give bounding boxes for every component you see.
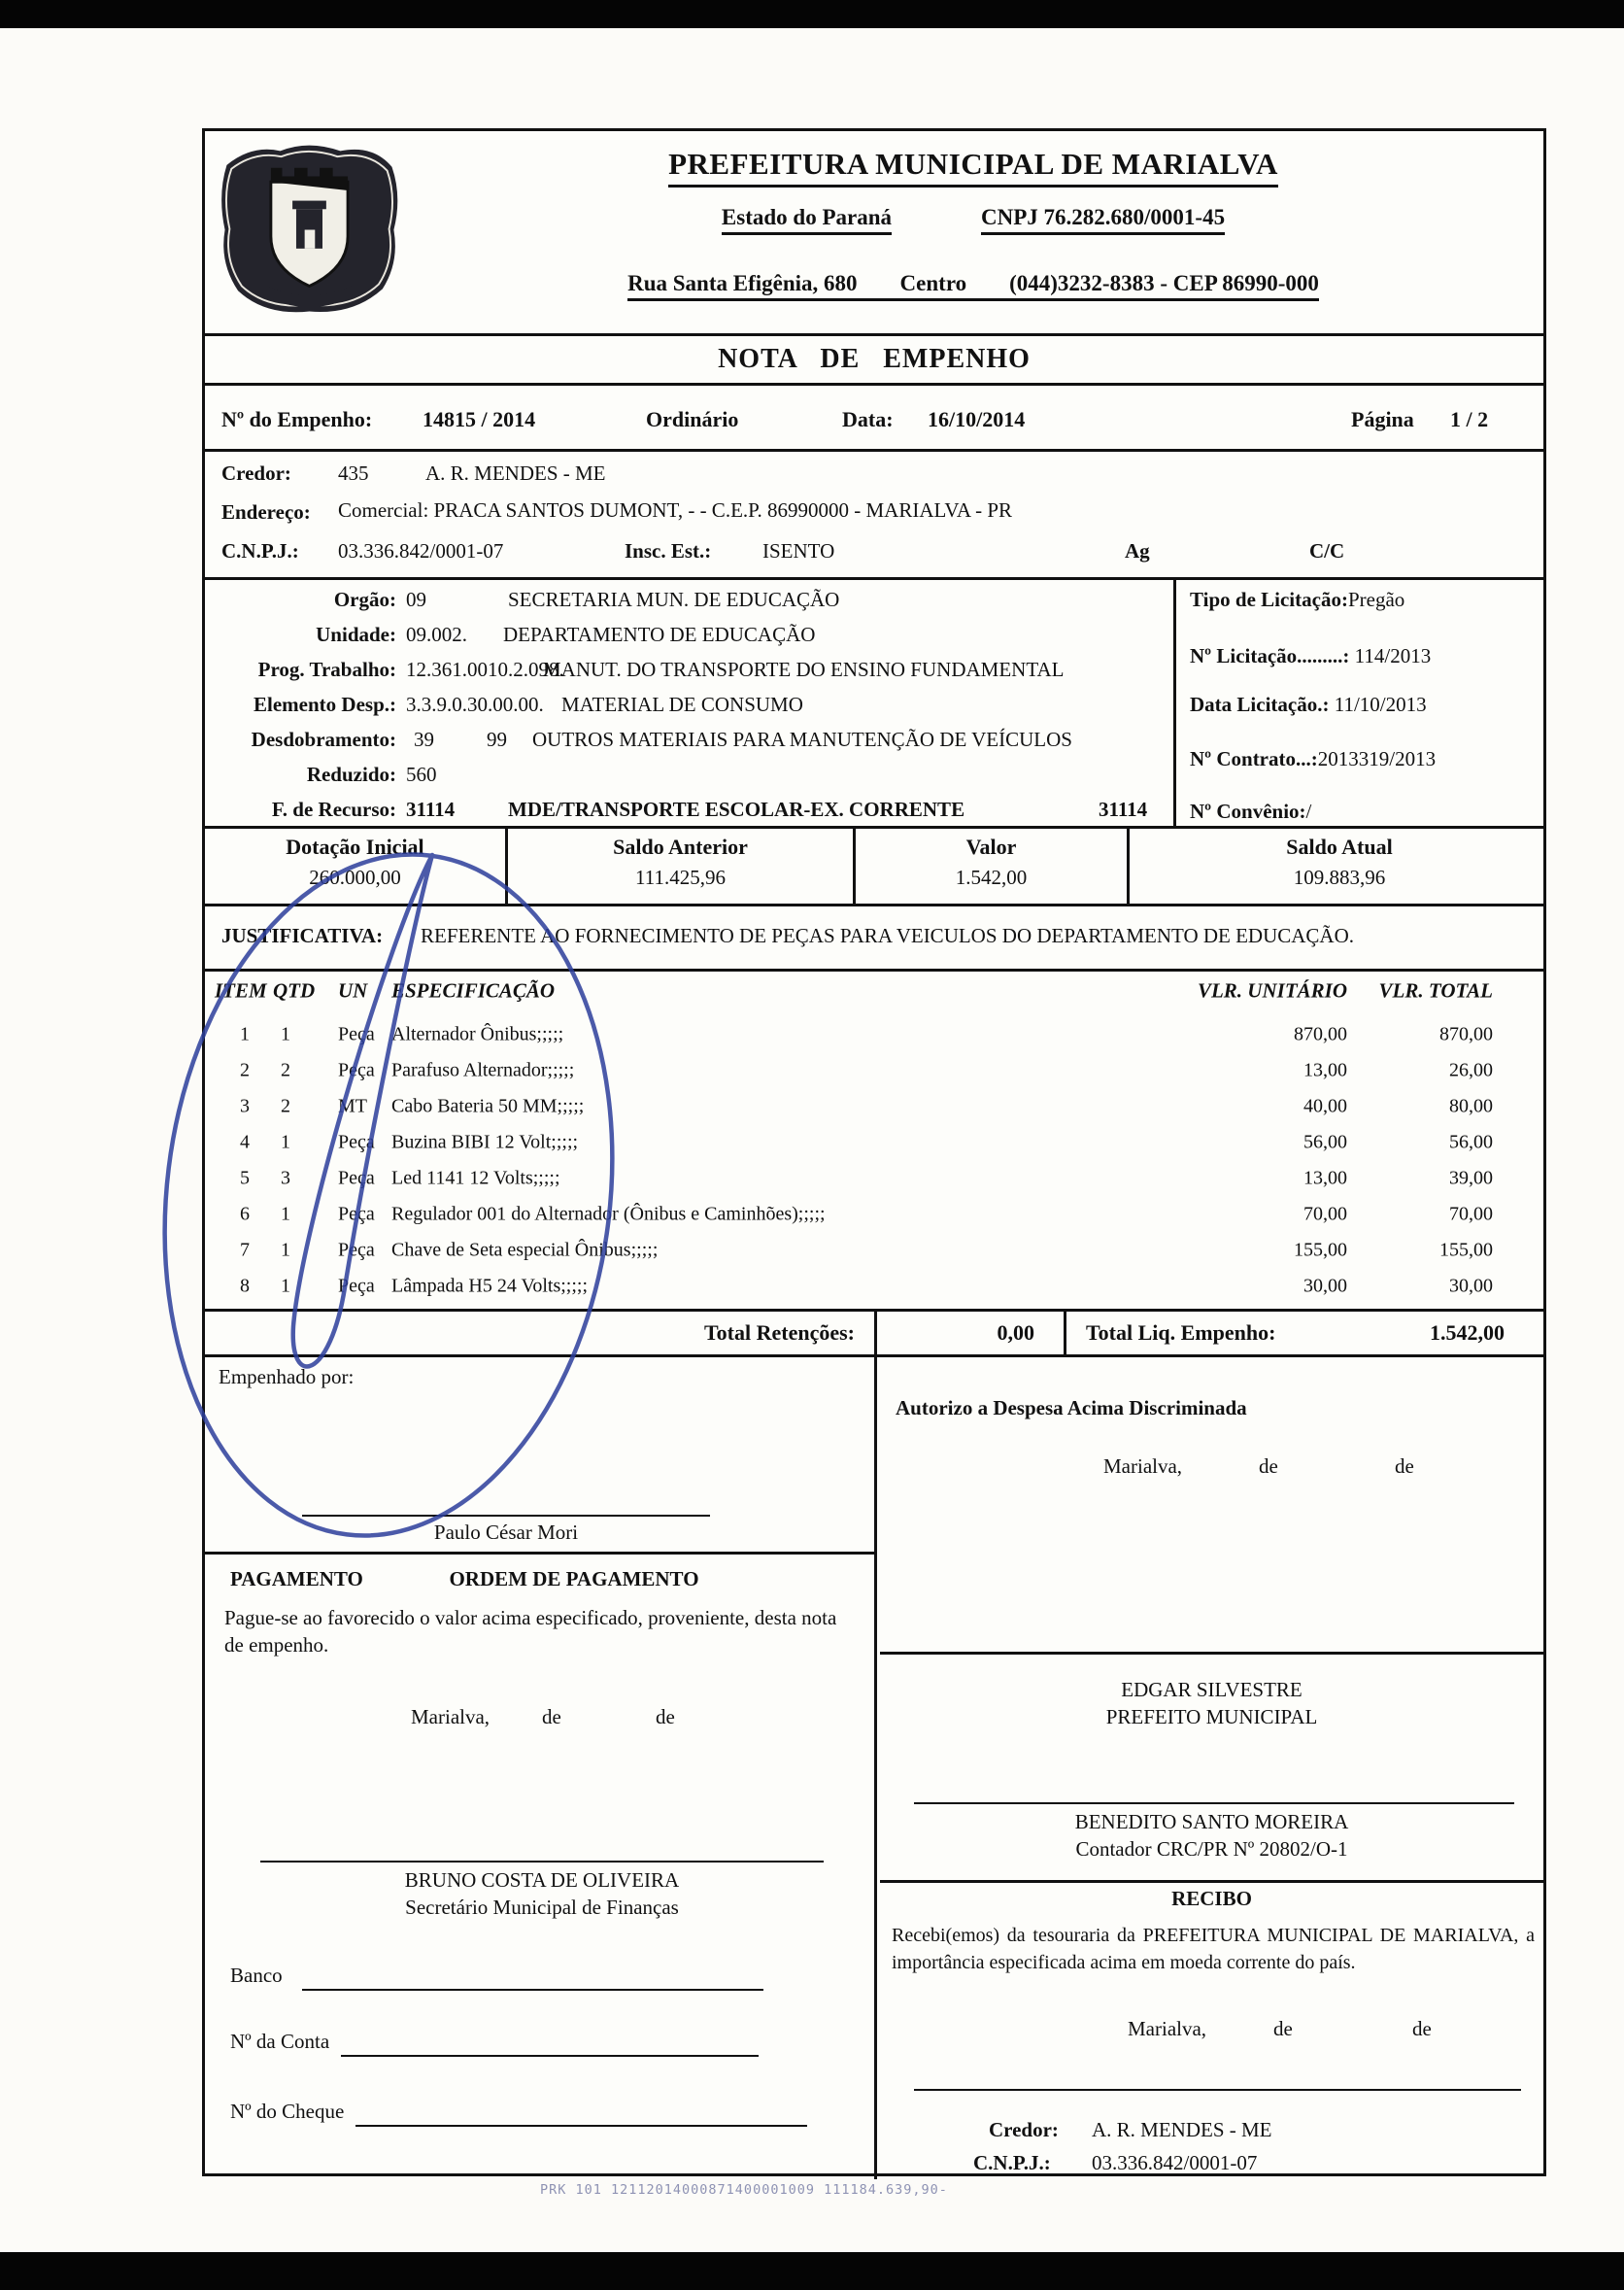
funding-source-row: [205, 798, 1173, 831]
scan-edge-top: [0, 0, 1624, 28]
page-title: PREFEITURA MUNICIPAL DE MARIALVA: [668, 147, 1278, 188]
item-unit-price: 13,00: [1303, 1059, 1347, 1080]
contract-number-row: [1190, 747, 1436, 771]
breakdown-label: Desdobramento:: [251, 728, 396, 751]
header-address-row: [411, 271, 1536, 301]
bidding-date-row: [1190, 693, 1427, 717]
net-total-cell: [1066, 1312, 1549, 1354]
item-total: 56,00: [1449, 1131, 1493, 1152]
breakdown-code-2: 99: [487, 728, 507, 751]
table-row: [205, 1016, 1543, 1052]
bidding-panel: [1173, 580, 1549, 826]
current-balance-cell: [1130, 829, 1549, 904]
retentions-label-cell: [205, 1312, 877, 1354]
item-description: Regulador 001 do Alternador (Ônibus e Caminhões);;;;;: [391, 1203, 826, 1224]
item-unit-name: MT: [338, 1095, 367, 1116]
signature-line: [260, 1861, 824, 1863]
receipt-box: [880, 1883, 1543, 2179]
agreement-number-label: Nº Convênio:: [1190, 800, 1306, 823]
item-description: Lâmpada H5 24 Volts;;;;;: [391, 1275, 589, 1296]
items-header-row: [205, 972, 1543, 1010]
mayor-title: PREFEITO MUNICIPAL: [1105, 1705, 1318, 1728]
payment-label: PAGAMENTO: [230, 1567, 363, 1590]
item-number: 3: [240, 1095, 250, 1116]
left-column: [205, 1357, 877, 2179]
item-unit-price: 13,00: [1303, 1167, 1347, 1188]
funding-source-code-2: 31114: [1099, 798, 1148, 821]
reduced-code: 560: [406, 763, 437, 786]
receipt-cnpj-label: C.N.P.J.:: [973, 2151, 1051, 2174]
creditor-name: A. R. MENDES - ME: [425, 461, 606, 485]
table-row: [205, 1124, 1543, 1160]
breakdown-name: OUTROS MATERIAIS PARA MANUTENÇÃO DE VEÍCULOS: [532, 728, 1072, 751]
bank-fill-line: [302, 1989, 763, 1991]
address-phone-cep: (044)3232-8383 - CEP 86990-000: [1009, 271, 1319, 295]
creditor-address: Comercial: PRACA SANTOS DUMONT, - - C.E.P. 86990000 - MARIALVA - PR: [338, 498, 1013, 522]
work-program-name: MANUT. DO TRANSPORTE DO ENSINO FUNDAMENTAL: [543, 658, 1065, 681]
justification-row: [205, 906, 1543, 969]
city-date-line: Marialva,: [1128, 2017, 1207, 2040]
bank-label: Banco: [230, 1964, 283, 1987]
item-unit-price: 70,00: [1303, 1203, 1347, 1224]
work-program-row: [205, 658, 1173, 691]
item-total: 870,00: [1439, 1023, 1493, 1044]
budget-unit-row: [205, 623, 1173, 656]
empenho-info-row: [205, 386, 1543, 452]
breakdown-code-1: 39: [414, 728, 434, 751]
retentions-value-cell: [877, 1312, 1066, 1354]
initial-allocation-cell: [205, 829, 508, 904]
form-header: [205, 131, 1543, 333]
item-qty: 1: [281, 1131, 290, 1152]
agency-label: Ag: [1125, 539, 1150, 563]
col-item: ITEM: [215, 978, 267, 1003]
item-unit-price: 30,00: [1303, 1275, 1347, 1296]
cheque-fill-line: [355, 2125, 807, 2127]
finance-secretary-title: Secretário Municipal de Finanças: [405, 1896, 679, 1919]
date-of-word: de: [1412, 2017, 1432, 2040]
net-total-value: 1.542,00: [1430, 1320, 1505, 1345]
empenho-number: 14815 / 2014: [423, 407, 536, 431]
signature-line: [914, 2089, 1521, 2091]
creditor-label: Credor:: [221, 461, 291, 485]
table-row: [205, 1232, 1543, 1268]
totals-row: [205, 1309, 1543, 1357]
municipal-cnpj: CNPJ 76.282.680/0001-45: [981, 205, 1225, 235]
agreement-number-row: [1190, 800, 1311, 824]
creditor-address-label: Endereço:: [221, 500, 311, 524]
account-label: C/C: [1309, 539, 1345, 563]
page-number: 1 / 2: [1450, 407, 1489, 431]
accountant-title: Contador CRC/PR Nº 20802/O-1: [1075, 1837, 1348, 1861]
item-number: 4: [240, 1131, 250, 1152]
bidding-type-row: [1190, 588, 1404, 612]
table-row: [205, 1196, 1543, 1232]
budget-block: [205, 580, 1543, 829]
reduced-row: [205, 763, 1173, 796]
signatures-area: [205, 1357, 1543, 2179]
justification-text: REFERENTE AO FORNECIMENTO DE PEÇAS PARA VEICULOS DO DEPARTAMENTO DE EDUCAÇÃO.: [421, 924, 1355, 947]
creditor-cnpj-label: C.N.P.J.:: [221, 539, 299, 563]
budget-organ-row: [205, 588, 1173, 621]
funding-source-code: 31114: [406, 798, 456, 821]
contract-number: 2013319/2013: [1317, 747, 1437, 770]
payment-order-text: Pague-se ao favorecido o valor acima especificado, proveniente, desta nota de empenho.: [224, 1606, 837, 1658]
city-date-line: Marialva,: [1103, 1454, 1183, 1478]
item-qty: 1: [281, 1203, 290, 1224]
item-qty: 1: [281, 1239, 290, 1260]
initial-allocation-value: 260.000,00: [309, 866, 401, 889]
breakdown-row: [205, 728, 1173, 761]
work-program-code: 12.361.0010.2.098.: [406, 658, 564, 681]
item-total: 39,00: [1449, 1167, 1493, 1188]
item-qty: 1: [281, 1023, 290, 1044]
value-amount: 1.542,00: [955, 866, 1028, 889]
col-description: ESPECIFICAÇÃO: [391, 978, 556, 1003]
item-unit-name: Peça: [338, 1239, 375, 1260]
receipt-cnpj: 03.336.842/0001-07: [1092, 2151, 1258, 2174]
item-unit-price: 155,00: [1294, 1239, 1347, 1260]
item-qty: 2: [281, 1095, 290, 1116]
bidding-date-label: Data Licitação.:: [1190, 693, 1330, 716]
item-number: 5: [240, 1167, 250, 1188]
document-title: [205, 333, 1543, 386]
item-total: 80,00: [1449, 1095, 1493, 1116]
date-of-word: de: [542, 1705, 561, 1728]
right-column: [880, 1357, 1543, 2179]
creditor-block: [205, 452, 1543, 580]
organ-code: 09: [406, 588, 426, 611]
empenho-number-label: Nº do Empenho:: [221, 407, 373, 431]
item-description: Alternador Ônibus;;;;;: [391, 1023, 564, 1044]
dot-matrix-code: PRK 101 12112014000871400001009 111184.639,90-: [540, 2182, 948, 2198]
items-table: [205, 969, 1543, 1309]
bidding-type-label: Tipo de Licitação:: [1190, 588, 1348, 611]
unit-name: DEPARTAMENTO DE EDUCAÇÃO: [503, 623, 816, 646]
item-unit-name: Peça: [338, 1275, 375, 1296]
value-label: Valor: [965, 835, 1017, 859]
mayor-signature-box: [880, 1655, 1543, 1883]
expense-element-code: 3.3.9.0.30.00.00.: [406, 693, 544, 716]
organ-label: Orgão:: [333, 588, 396, 611]
item-number: 1: [240, 1023, 250, 1044]
funding-source-name: MDE/TRANSPORTE ESCOLAR-EX. CORRENTE: [508, 798, 965, 821]
item-description: Cabo Bateria 50 MM;;;;;: [391, 1095, 585, 1116]
unit-code: 09.002.: [406, 623, 467, 646]
address-street: Rua Santa Efigênia, 680: [627, 271, 858, 295]
col-qty: QTD: [273, 978, 316, 1003]
retentions-value: 0,00: [997, 1320, 1034, 1345]
receipt-creditor-label: Credor:: [989, 2118, 1059, 2141]
date-label: Data:: [842, 407, 894, 431]
item-unit-name: Peça: [338, 1203, 375, 1224]
col-total: VLR. TOTAL: [1378, 978, 1493, 1003]
table-row: [205, 1052, 1543, 1088]
receipt-title: RECIBO: [1171, 1887, 1252, 1910]
net-total-label: Total Liq. Empenho:: [1086, 1320, 1276, 1345]
agreement-number: /: [1305, 800, 1312, 823]
bidding-number-label: Nº Licitação.........:: [1190, 644, 1350, 667]
empenho-date: 16/10/2014: [928, 407, 1026, 431]
date-of-word: de: [1395, 1454, 1414, 1478]
date-of-word: de: [1273, 2017, 1293, 2040]
bidding-date: 11/10/2013: [1334, 693, 1427, 716]
page-number-label: Página: [1351, 407, 1414, 431]
header-state-row: [411, 205, 1536, 235]
state-label: Estado do Paraná: [722, 205, 892, 235]
table-row: [205, 1268, 1543, 1304]
item-number: 8: [240, 1275, 250, 1296]
items-rows: [205, 1016, 1543, 1304]
authorization-label: Autorizo a Despesa Acima Discriminada: [896, 1396, 1247, 1419]
justification-label: JUSTIFICATIVA:: [221, 924, 384, 947]
cheque-number-label: Nº do Cheque: [230, 2100, 345, 2123]
authorization-box: [880, 1357, 1543, 1655]
payment-order-label: ORDEM DE PAGAMENTO: [449, 1567, 699, 1590]
item-description: Parafuso Alternador;;;;;: [391, 1059, 575, 1080]
payment-box: [205, 1557, 874, 2179]
item-unit-name: Peça: [338, 1167, 375, 1188]
committed-by-box: [205, 1357, 874, 1555]
committed-by-name: Paulo César Mori: [433, 1521, 579, 1544]
header-title-row: [411, 147, 1536, 188]
signature-line: [302, 1515, 710, 1517]
account-number-label: Nº da Conta: [230, 2030, 330, 2053]
col-unit-price: VLR. UNITÁRIO: [1197, 978, 1347, 1003]
work-program-label: Prog. Trabalho:: [257, 658, 396, 681]
item-total: 26,00: [1449, 1059, 1493, 1080]
state-registration: ISENTO: [762, 539, 835, 563]
creditor-cnpj: 03.336.842/0001-07: [338, 539, 504, 563]
receipt-text: Recebi(emos) da tesouraria da PREFEITURA MUNICIPAL DE MARIALVA, a importância especificada acima em moeda corrente do país.: [892, 1925, 1535, 1973]
signature-line: [914, 1802, 1514, 1804]
empenho-type: Ordinário: [646, 407, 739, 431]
item-number: 2: [240, 1059, 250, 1080]
item-unit-name: Peça: [338, 1059, 375, 1080]
item-qty: 3: [281, 1167, 290, 1188]
item-qty: 2: [281, 1059, 290, 1080]
nota-de-empenho-form: [202, 128, 1546, 2176]
item-total: 30,00: [1449, 1275, 1493, 1296]
bidding-number-row: [1190, 644, 1431, 668]
item-total: 155,00: [1439, 1239, 1493, 1260]
document-title-text: NOTA DE EMPENHO: [718, 344, 1031, 374]
item-unit-price: 40,00: [1303, 1095, 1347, 1116]
address-district: Centro: [899, 271, 967, 295]
date-of-word: de: [1259, 1454, 1278, 1478]
contract-number-label: Nº Contrato...:: [1190, 747, 1318, 770]
reduced-label: Reduzido:: [306, 763, 396, 786]
expense-element-row: [205, 693, 1173, 726]
scan-edge-bottom: [0, 2252, 1624, 2290]
mayor-name: EDGAR SILVESTRE: [1121, 1678, 1303, 1701]
item-number: 7: [240, 1239, 250, 1260]
initial-allocation-label: Dotação Inicial: [286, 835, 424, 859]
item-description: Buzina BIBI 12 Volt;;;;;: [391, 1131, 579, 1152]
col-unit: UN: [338, 978, 368, 1003]
item-description: Chave de Seta especial Ônibus;;;;;: [391, 1239, 659, 1260]
current-balance-value: 109.883,96: [1293, 866, 1386, 889]
state-registration-label: Insc. Est.:: [625, 539, 712, 563]
date-of-word: de: [656, 1705, 675, 1728]
finance-secretary-name: BRUNO COSTA DE OLIVEIRA: [404, 1868, 680, 1892]
funding-source-label: F. de Recurso:: [271, 798, 396, 821]
city-date-line: Marialva,: [411, 1705, 491, 1728]
item-description: Led 1141 12 Volts;;;;;: [391, 1167, 560, 1188]
item-unit-name: Peça: [338, 1023, 375, 1044]
receipt-creditor-name: A. R. MENDES - ME: [1092, 2118, 1272, 2141]
accountant-name: BENEDITO SANTO MOREIRA: [1074, 1810, 1349, 1833]
bidding-number: 114/2013: [1354, 644, 1432, 667]
balances-row: [205, 829, 1543, 906]
account-fill-line: [341, 2055, 759, 2057]
retentions-label: Total Retenções:: [704, 1320, 855, 1345]
expense-element-label: Elemento Desp.:: [254, 693, 396, 716]
current-balance-label: Saldo Atual: [1286, 835, 1393, 859]
table-row: [205, 1160, 1543, 1196]
item-qty: 1: [281, 1275, 290, 1296]
organ-name: SECRETARIA MUN. DE EDUCAÇÃO: [508, 588, 840, 611]
expense-element-name: MATERIAL DE CONSUMO: [561, 693, 803, 716]
table-row: [205, 1088, 1543, 1124]
item-total: 70,00: [1449, 1203, 1493, 1224]
previous-balance-label: Saldo Anterior: [613, 835, 748, 859]
committed-by-label: Empenhado por:: [219, 1365, 355, 1388]
creditor-code: 435: [338, 461, 369, 485]
item-number: 6: [240, 1203, 250, 1224]
previous-balance-cell: [508, 829, 856, 904]
bidding-type: Pregão: [1347, 588, 1405, 611]
value-cell: [856, 829, 1130, 904]
item-unit-price: 56,00: [1303, 1131, 1347, 1152]
municipal-coat-of-arms-icon: [213, 137, 405, 329]
item-unit-name: Peça: [338, 1131, 375, 1152]
item-unit-price: 870,00: [1294, 1023, 1347, 1044]
previous-balance-value: 111.425,96: [635, 866, 726, 889]
unit-label: Unidade:: [316, 623, 396, 646]
